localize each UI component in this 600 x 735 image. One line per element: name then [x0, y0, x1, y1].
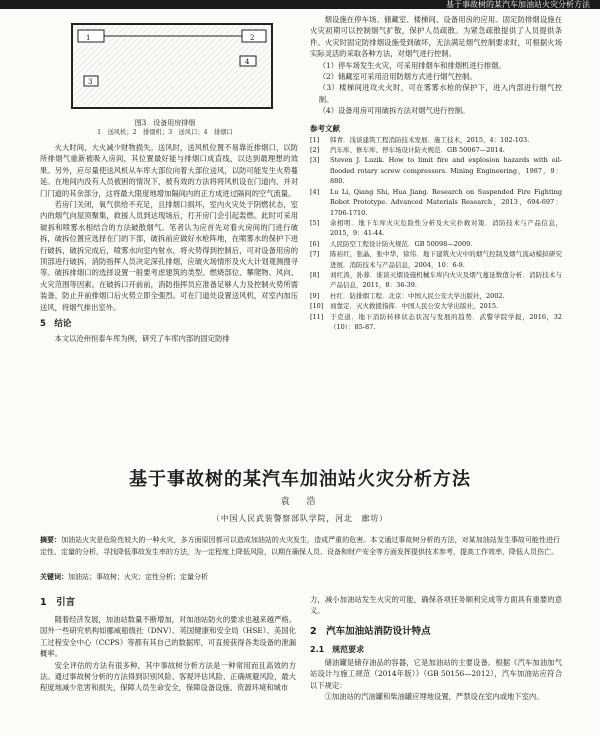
figure-label-2: 2	[250, 34, 255, 42]
figure-label-1: 1	[86, 34, 91, 42]
abstract-text: 加油站火灾是危险性较大的一种火灾，多方面原因都可以造成加油站的火灾发生，造成严重的危害。本文通过事故树分析的方法，对某加油站发生事故可能性进行定性、定量的分析，寻找降低事故发生率的方法，为一定程度上降低风险，以期在确保人员、设备和财产安全等方面发挥提供技术参考，提高工作效率，降低人员伤亡。	[40, 536, 561, 556]
smoke-exhaust-figure	[64, 16, 280, 116]
article-affiliation: （中国人民武装警察部队学院，河北 廊坊）	[212, 514, 388, 523]
reference-item: [8] 刘红涛，孙蓉．谁谈灭烟设施机械车库内火灾及烟气蔓延数值分析．消防技术与产品信息，2011，8：36-39.	[310, 270, 562, 290]
body-paragraph: 烟设施在停车场、储藏室、楼梯间、设备用房的应用。固定防排烟设施在火灾初期可以控制烟气扩散，保护人员疏散。为紧急疏散提供了人员提供条件。火灾时固定防排烟设施受到破坏，无法满足烟气控制要求时，可根据火场实际灵活的采取各种方法，对烟气进行控制。	[310, 15, 562, 59]
body-paragraph: ①加油站的汽油罐和柴油罐应埋地设置，严禁设在室内或地下室内。	[324, 692, 544, 702]
body-paragraph: 火大时间，大火减少财物损失。送风时，送风机位置不易靠近排烟口，以防所排烟气重新被吸入房间，其位置最好能与排烟口成直线，以达到最理想的效果。另外，应尽量使送风机从车库大部位向着大部位送风，以防可能发生火势蔓延。在地间内没有人员被困的情况下，被有效的方法将将风机设在门道内，并对门门道的其余部分，这将最大限度地增加隔间内的正方成进过隔间的空气流量。	[40, 143, 298, 198]
body-paragraph: 随着经济发展，加油站数量不断增加，对加油站防火的要求也越来越严格。国外一些研究机构如挪威船级社（DNV）、英国健康和安全局（HSE）、美国化工过程安全中心（CCPS）等都有其自己的数据库，可直接获得各类设备的泄漏概率。	[40, 615, 296, 659]
article-title: 基于事故树的某汽车加油站火灾分析方法	[129, 469, 471, 490]
list-item: （1）停车场发生火灾，可采用排烟车和排烟机进行排烟。	[318, 60, 506, 70]
reference-item: [4] Lu Li, Qiang Shi, Hua Jiang. Research on Suspended Fire Fighting Robot Prototype. Advanced Materials Research，2013，694-697：1706-1710.	[310, 187, 562, 217]
body-paragraph: 若房门关闭，氧气供给不充足，且排烟口损坏，室内火灾处于阴燃状态，室内的烟气向屋顶聚集，救援人员到达现场后，打开房门会引起轰燃。此时可采用破拆和喷雾水相结合的方法破散烟气。笔者认为应首先对着火房间的门进行破拆，破拆位置应选择在门的下部，破拆前应做好水枪阵地，在喷雾水的保护下进行破拆，破拆完成后，喷雾水向室内射水，将火势得到控制后，可对设备用房的顶部进行破拆，消防指挥人员决定深孔排烟，应破火场情形及火大计划观测搜寻等。破拆排烟口的选择设置一般要考虑建筑的类型、燃烧部位、攀爬物、风向、火灾范围等因素。在破拆口开前前，消防指挥员应准备足够人力及控制火势所需装备，防止开前排烟口后火势立即全强烈。可在门道处设置送风机，对室内加压送风，将烟气排出室外。	[40, 200, 298, 312]
keywords-text: 加油站；事故树；火灾；定性分析；定量分析	[68, 573, 208, 581]
right-top-column	[310, 14, 562, 454]
figure-label-4: 4	[245, 58, 250, 66]
figure-caption: 图3 设备用房排烟	[134, 119, 196, 127]
left-bottom-column	[40, 594, 296, 732]
section-heading: 2 汽车加油站消防设计特点	[310, 625, 431, 637]
references-heading: 参考文献	[310, 123, 340, 133]
subsection-heading: 2.1 规范要求	[310, 644, 365, 654]
reference-item: [9] 杜红．防排烟工程．北京：中国人民公安大学出版社，2002.	[310, 291, 505, 300]
supply-fan-shape	[78, 30, 104, 42]
reference-item: [3] Steven J. Luzik. How to limit fire and explosion hazards with oil-flooded rotary screw compressors. Mining Engineering，1987，9：880.	[310, 156, 562, 186]
keywords	[40, 571, 560, 583]
figure-legend: 1 送风机；2 排烟机；3 送风口；4 排烟口	[97, 129, 233, 136]
body-paragraph: 安全评估的方法有很多种，其中事故树分析方法是一种常用而且高效的方法。通过事故树分析的方法得到识别风险、客观评估风险、正确规避风险，最大程度地减少危害和损失，保障人员生命安全，保障设备设施、资源环境和城市	[40, 660, 296, 693]
list-item: （4）设备用房可用破拆方法对烟气进行控制。	[318, 106, 470, 116]
article-author: 袁 浩	[280, 497, 320, 507]
reference-item: [7] 陈裕红，张晶，张中华，徐伟．地下建筑火灾中的烟气控制及烟气流动模拟研究进展．消防技术与产品信息，2004，10：6-9.	[310, 250, 562, 269]
list-item: （3）楼梯间进攻火火时，可在雾雾水枪的保护下，进入内部进行烟气控制。	[318, 83, 562, 104]
section-heading: 1 引言	[40, 597, 76, 608]
right-bottom-column	[310, 594, 562, 732]
reference-item: [10] 商靠定．灭火救援指挥．中国人民公安大学出版社，2015.	[310, 302, 499, 311]
body-paragraph: 储油罐是储存油品的容器，它是加油站的主要设备。根据《汽车加油加气站设计与施工规范（2014年版）》（GB 50156—2012），汽车加油站应符合以下规定：	[310, 657, 562, 690]
left-top-column	[40, 142, 298, 460]
reference-item: [11] 于克道．地下消防转移状态状况与发展的趋势．武警学院学报，2016，32（10）：85-87.	[310, 312, 562, 331]
list-item: （2）储藏室可采用沿用防烟方式进行烟气控制。	[318, 72, 477, 82]
body-paragraph: 力，减小加油站发生火灾的可能，确保各项任务顺利完成等方面具有重要的意义。	[310, 595, 562, 616]
abstract	[40, 534, 560, 558]
reference-item: [6] 人民防空工程设计防火规范．GB 50098—2009.	[310, 239, 473, 248]
keywords-label: 关键词：	[40, 573, 68, 581]
reference-item: [2] 汽车库、修车库、停车场设计防火规范．GB 50067—2014.	[310, 146, 505, 155]
figure-label-3: 3	[88, 78, 93, 86]
conclusion-paragraph: 本文以沧州恒泰车库为例，研究了车库内部的固定防排	[54, 334, 230, 344]
abstract-label: 摘要：	[40, 536, 62, 544]
reference-item: [5] 余相明．地下车库火灾危险性分析及火灾扑救对策．消防技术与产品信息，2015，9：41-44.	[310, 218, 562, 238]
running-header: 基于事故树的某汽车加油站火灾分析方法	[0, 0, 600, 9]
reference-item: [1] 韩青．浅谈建筑工程消防技术发展．施工技术，2015，4：102-103.	[310, 135, 530, 144]
section-heading: 5 结论	[40, 319, 72, 330]
